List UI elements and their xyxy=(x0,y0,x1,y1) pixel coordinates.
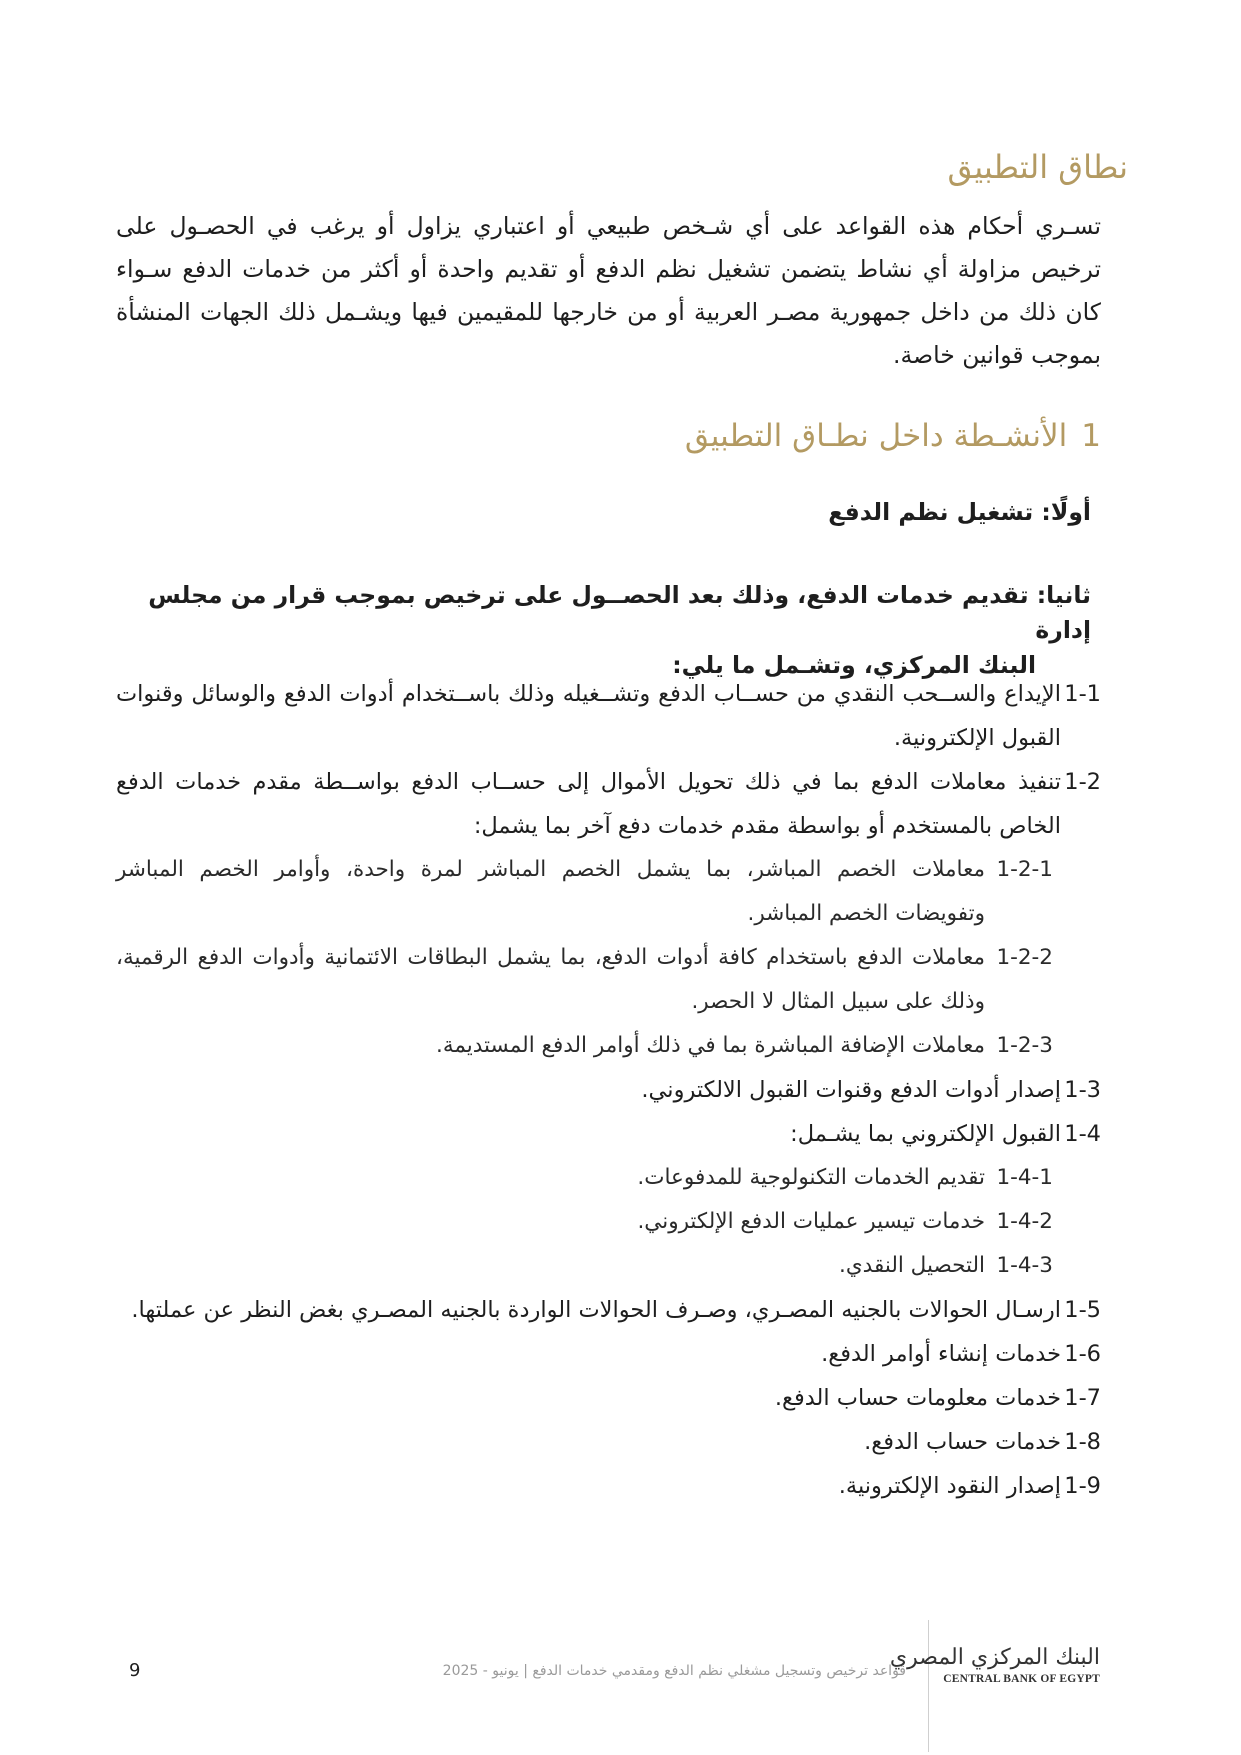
first-heading: أولًا: تشغيل نظم الدفع xyxy=(828,498,1091,526)
list-item-number: 1-4-3 xyxy=(996,1253,1053,1278)
section-heading xyxy=(685,418,1101,454)
logo-arabic-text: البنك المركزي المصري xyxy=(889,1645,1100,1670)
list-item-number: 1-2-1 xyxy=(996,857,1053,882)
list-item-number: 1-6 xyxy=(1064,1341,1101,1367)
activities-list xyxy=(116,672,1101,1508)
list-item-text: تقديم الخدمات التكنولوجية للمدفوعات. xyxy=(637,1165,985,1190)
list-item-text: التحصيل النقدي. xyxy=(839,1253,985,1278)
section-number: 1 xyxy=(1081,418,1101,454)
list-item xyxy=(116,1200,1101,1244)
list-item-number: 1-2-3 xyxy=(996,1033,1053,1058)
section-title: الأنشـطة داخل نطـاق التطبيق xyxy=(684,418,1068,454)
list-item xyxy=(116,1024,1101,1068)
list-item-text: إصدار النقود الإلكترونية. xyxy=(838,1473,1061,1499)
list-item xyxy=(116,848,1101,936)
list-item-number: 1-3 xyxy=(1064,1077,1101,1103)
list-item-number: 1-2-2 xyxy=(996,945,1053,970)
list-item-number: 1-4-1 xyxy=(996,1165,1053,1190)
list-item xyxy=(116,1068,1101,1112)
list-item xyxy=(116,936,1101,1024)
central-bank-logo xyxy=(889,1645,1100,1695)
list-item-text: معاملات الخصم المباشر، بما يشمل الخصم المباشر لمرة واحدة، وأوامر الخصم المباشر وتفويضات الخصم المباشر. xyxy=(116,857,985,926)
list-item-text: خدمات معلومات حساب الدفع. xyxy=(774,1385,1061,1411)
list-item xyxy=(116,1112,1101,1156)
list-item-number: 1-4-2 xyxy=(996,1209,1053,1234)
list-item-text: خدمات حساب الدفع. xyxy=(864,1429,1061,1455)
logo-english-text: CENTRAL BANK OF EGYPT xyxy=(943,1673,1100,1685)
list-item-number: 1-4 xyxy=(1064,1121,1101,1147)
page-title: نطاق التطبيق xyxy=(947,148,1128,186)
list-item xyxy=(116,1332,1101,1376)
list-item-number: 1-5 xyxy=(1064,1297,1101,1323)
page-number: 9 xyxy=(129,1660,141,1681)
second-heading-line2: البنك المركزي، وتشـمل ما يلي: xyxy=(672,651,1036,679)
list-item xyxy=(116,1288,1101,1332)
second-heading xyxy=(106,578,1091,683)
list-item xyxy=(116,1376,1101,1420)
list-item-text: معاملات الدفع باستخدام كافة أدوات الدفع، بما يشمل البطاقات الائتمانية وأدوات الدفع الرقمية، وذلك على سبيل المثال لا الحصر. xyxy=(116,945,985,1014)
second-heading-line1: ثانيا: تقديم خدمات الدفع، وذلك بعد الحصــول على ترخيص بموجب قرار من مجلس إدارة xyxy=(148,581,1091,644)
list-item-text: معاملات الإضافة المباشرة بما في ذلك أوامر الدفع المستديمة. xyxy=(435,1033,985,1058)
list-item-number: 1-2 xyxy=(1064,769,1101,795)
list-item-number: 1-8 xyxy=(1064,1429,1101,1455)
list-item-text: خدمات إنشاء أوامر الدفع. xyxy=(821,1341,1061,1367)
intro-paragraph: تسـري أحكام هذه القواعد على أي شـخص طبيعي أو اعتباري يزاول أو يرغب في الحصـول على ترخيص مزاولة أي نشاط يتضمن تشغيل نظم الدفع أو تقديم واحدة أو أكثر من خدمات الدفع سـواء كان ذلك من داخل جمهورية مصـر العربية أو من خارجها للمقيمين فيها ويشـمل ذلك الجهات المنشأة بموجب قوانين خاصة. xyxy=(116,212,1101,369)
list-item xyxy=(116,1464,1101,1508)
list-item-text: الإيداع والســحب النقدي من حســاب الدفع وتشــغيله وذلك باســتخدام أدوات الدفع والوسائل وقنوات القبول الإلكترونية. xyxy=(116,681,1061,751)
footer-divider xyxy=(928,1620,929,1752)
list-item-number: 1-9 xyxy=(1064,1473,1101,1499)
list-item-text: إصدار أدوات الدفع وقنوات القبول الالكتروني. xyxy=(641,1077,1061,1103)
list-item-number: 1-1 xyxy=(1064,681,1101,707)
list-item xyxy=(116,1156,1101,1200)
list-item-text: تنفيذ معاملات الدفع بما في ذلك تحويل الأموال إلى حســاب الدفع بواســطة مقدم خدمات الدفع الخاص بالمستخدم أو بواسطة مقدم خدمات دفع آخر بما يشمل: xyxy=(116,769,1061,839)
list-item xyxy=(116,1244,1101,1288)
list-item xyxy=(116,672,1101,760)
list-item-text: ارسـال الحوالات بالجنيه المصـري، وصـرف الحوالات الواردة بالجنيه المصـري بغض النظر عن عملتها. xyxy=(131,1297,1061,1323)
list-item xyxy=(116,760,1101,848)
list-item-text: خدمات تيسير عمليات الدفع الإلكتروني. xyxy=(637,1209,985,1234)
list-item xyxy=(116,1420,1101,1464)
list-item-text: القبول الإلكتروني بما يشـمل: xyxy=(790,1121,1061,1147)
list-item-number: 1-7 xyxy=(1064,1385,1101,1411)
footer-doc-title: قواعد ترخيص وتسجيل مشغلي نظم الدفع ومقدمي خدمات الدفع | يونيو - 2025 xyxy=(442,1663,906,1679)
